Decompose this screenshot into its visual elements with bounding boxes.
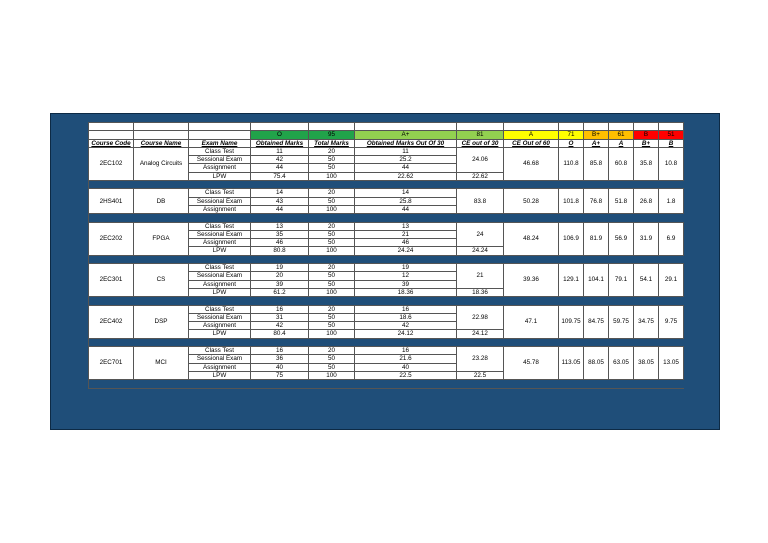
exam-row <box>89 305 684 313</box>
column-header: Obtained Marks <box>251 139 309 147</box>
total-marks: 50 <box>309 280 355 288</box>
obtained-marks: 61.2 <box>251 288 309 296</box>
lpw-out-of-30: 24.24 <box>457 247 504 255</box>
lpw-out-of-30: 18.36 <box>457 288 504 296</box>
needed-marks: 104.1 <box>584 264 609 297</box>
blank-cell <box>134 123 189 131</box>
blank-cell <box>504 123 559 131</box>
obtained-marks: 35 <box>251 230 309 238</box>
needed-marks: 84.75 <box>584 305 609 338</box>
total-marks: 50 <box>309 363 355 371</box>
column-header: CE Out of 60 <box>504 139 559 147</box>
blank-cell <box>89 123 134 131</box>
needed-marks: 31.9 <box>634 222 659 255</box>
total-marks: 50 <box>309 272 355 280</box>
lpw-out-of-30: 22.5 <box>457 371 504 379</box>
obtained-marks: 75.4 <box>251 172 309 180</box>
exam-name: LPW <box>189 371 251 379</box>
marks-out-of-30: 39 <box>355 280 457 288</box>
marks-out-of-30: 22.62 <box>355 172 457 180</box>
total-marks: 20 <box>309 347 355 355</box>
separator-cell <box>89 255 684 263</box>
marks-out-of-30: 13 <box>355 222 457 230</box>
marks-out-of-30: 25.2 <box>355 156 457 164</box>
exam-name: Sessional Exam <box>189 197 251 205</box>
column-header: Course Code <box>89 139 134 147</box>
separator-row <box>89 297 684 305</box>
course-name: MCI <box>134 347 189 380</box>
column-header: A+ <box>584 139 609 147</box>
course-code: 2EC202 <box>89 222 134 255</box>
total-marks: 50 <box>309 156 355 164</box>
separator-cell <box>89 380 684 388</box>
obtained-marks: 80.8 <box>251 247 309 255</box>
column-header: CE out of 30 <box>457 139 504 147</box>
marks-out-of-30: 44 <box>355 164 457 172</box>
grade-threshold-cell: A <box>504 131 559 139</box>
obtained-marks: 16 <box>251 305 309 313</box>
needed-marks: 110.8 <box>559 147 584 180</box>
marks-out-of-30: 24.24 <box>355 247 457 255</box>
marks-out-of-30: 21 <box>355 230 457 238</box>
exam-name: Class Test <box>189 222 251 230</box>
exam-name: Assignment <box>189 205 251 213</box>
needed-marks: 13.05 <box>659 347 684 380</box>
blank-cell <box>89 131 134 139</box>
total-marks: 100 <box>309 247 355 255</box>
needed-marks: 10.8 <box>659 147 684 180</box>
obtained-marks: 43 <box>251 197 309 205</box>
exam-row <box>89 147 684 155</box>
total-marks: 20 <box>309 264 355 272</box>
obtained-marks: 16 <box>251 347 309 355</box>
obtained-marks: 36 <box>251 355 309 363</box>
needed-marks: 54.1 <box>634 264 659 297</box>
grade-threshold-cell: O <box>251 131 309 139</box>
needed-marks: 26.8 <box>634 189 659 214</box>
marks-out-of-30: 16 <box>355 347 457 355</box>
marks-out-of-30: 16 <box>355 305 457 313</box>
exam-name: Class Test <box>189 347 251 355</box>
blank-cell <box>189 131 251 139</box>
obtained-marks: 11 <box>251 147 309 155</box>
obtained-marks: 44 <box>251 205 309 213</box>
ce-out-of-30: 24 <box>457 222 504 247</box>
separator-row <box>89 214 684 222</box>
exam-row <box>89 222 684 230</box>
total-marks: 100 <box>309 330 355 338</box>
needed-marks: 85.8 <box>584 147 609 180</box>
needed-marks: 88.05 <box>584 347 609 380</box>
blank-cell <box>355 123 457 131</box>
total-marks: 100 <box>309 371 355 379</box>
blank-cell <box>309 123 355 131</box>
ce-out-of-30: 21 <box>457 264 504 289</box>
obtained-marks: 39 <box>251 280 309 288</box>
needed-marks: 38.05 <box>634 347 659 380</box>
obtained-marks: 42 <box>251 322 309 330</box>
exam-row <box>89 264 684 272</box>
grade-threshold-cell: 81 <box>457 131 504 139</box>
exam-name: Class Test <box>189 189 251 197</box>
ce-out-of-30: 22.98 <box>457 305 504 330</box>
course-code: 2EC701 <box>89 347 134 380</box>
exam-name: Sessional Exam <box>189 313 251 321</box>
ce-out-of-60: 45.78 <box>504 347 559 380</box>
lpw-out-of-30: 24.12 <box>457 330 504 338</box>
blank-cell <box>634 123 659 131</box>
marks-out-of-30: 14 <box>355 189 457 197</box>
marks-out-of-30: 12 <box>355 272 457 280</box>
marks-out-of-30: 18.6 <box>355 313 457 321</box>
column-header: B <box>659 139 684 147</box>
total-marks: 100 <box>309 205 355 213</box>
exam-name: LPW <box>189 288 251 296</box>
exam-name: Class Test <box>189 264 251 272</box>
course-name: Analog Circuits <box>134 147 189 180</box>
needed-marks: 59.75 <box>609 305 634 338</box>
total-marks: 50 <box>309 197 355 205</box>
column-header-row <box>89 139 684 147</box>
obtained-marks: 75 <box>251 371 309 379</box>
obtained-marks: 14 <box>251 189 309 197</box>
exam-name: Assignment <box>189 322 251 330</box>
grade-threshold-cell: 51 <box>659 131 684 139</box>
course-name: DSP <box>134 305 189 338</box>
lpw-out-of-30: 22.62 <box>457 172 504 180</box>
separator-cell <box>89 214 684 222</box>
separator-cell <box>89 297 684 305</box>
grade-threshold-cell: 61 <box>609 131 634 139</box>
blank-row <box>89 123 684 131</box>
obtained-marks: 40 <box>251 363 309 371</box>
column-header: Obtained Marks Out Of 30 <box>355 139 457 147</box>
obtained-marks: 13 <box>251 222 309 230</box>
column-header: Total Marks <box>309 139 355 147</box>
needed-marks: 6.9 <box>659 222 684 255</box>
exam-name: Sessional Exam <box>189 230 251 238</box>
course-name: CS <box>134 264 189 297</box>
separator-cell <box>89 338 684 346</box>
grade-threshold-cell: B+ <box>584 131 609 139</box>
total-marks: 50 <box>309 322 355 330</box>
grade-threshold-cell: 71 <box>559 131 584 139</box>
total-marks: 20 <box>309 147 355 155</box>
grade-header-row <box>89 131 684 139</box>
course-code: 2EC102 <box>89 147 134 180</box>
marks-out-of-30: 42 <box>355 322 457 330</box>
exam-name: Assignment <box>189 164 251 172</box>
separator-cell <box>89 181 684 189</box>
needed-marks: 101.8 <box>559 189 584 214</box>
ce-out-of-60: 46.68 <box>504 147 559 180</box>
column-header: Exam Name <box>189 139 251 147</box>
total-marks: 100 <box>309 172 355 180</box>
exam-row <box>89 347 684 355</box>
marks-out-of-30: 25.8 <box>355 197 457 205</box>
exam-name: Sessional Exam <box>189 272 251 280</box>
blank-cell <box>457 123 504 131</box>
blank-cell <box>609 123 634 131</box>
needed-marks: 79.1 <box>609 264 634 297</box>
obtained-marks: 31 <box>251 313 309 321</box>
ce-out-of-30: 83.8 <box>457 189 504 214</box>
exam-name: Sessional Exam <box>189 355 251 363</box>
column-header: B+ <box>634 139 659 147</box>
needed-marks: 35.8 <box>634 147 659 180</box>
exam-row <box>89 189 684 197</box>
total-marks: 50 <box>309 313 355 321</box>
marks-out-of-30: 22.5 <box>355 371 457 379</box>
column-header: Course Name <box>134 139 189 147</box>
exam-name: LPW <box>189 247 251 255</box>
needed-marks: 106.9 <box>559 222 584 255</box>
grade-threshold-cell: A+ <box>355 131 457 139</box>
marks-out-of-30: 40 <box>355 363 457 371</box>
exam-name: Class Test <box>189 147 251 155</box>
needed-marks: 60.8 <box>609 147 634 180</box>
total-marks: 50 <box>309 355 355 363</box>
obtained-marks: 46 <box>251 239 309 247</box>
column-header: A <box>609 139 634 147</box>
ce-out-of-60: 47.1 <box>504 305 559 338</box>
exam-name: Assignment <box>189 280 251 288</box>
needed-marks: 81.9 <box>584 222 609 255</box>
total-marks: 50 <box>309 239 355 247</box>
separator-row <box>89 181 684 189</box>
ce-out-of-60: 39.36 <box>504 264 559 297</box>
needed-marks: 34.75 <box>634 305 659 338</box>
marks-out-of-30: 21.6 <box>355 355 457 363</box>
needed-marks: 51.8 <box>609 189 634 214</box>
course-code: 2EC402 <box>89 305 134 338</box>
total-marks: 20 <box>309 305 355 313</box>
total-marks: 20 <box>309 222 355 230</box>
marks-table <box>88 122 684 389</box>
blank-cell <box>659 123 684 131</box>
course-code: 2EC301 <box>89 264 134 297</box>
obtained-marks: 44 <box>251 164 309 172</box>
exam-name: Assignment <box>189 239 251 247</box>
grade-threshold-cell: 95 <box>309 131 355 139</box>
blank-cell <box>559 123 584 131</box>
ce-out-of-30: 23.28 <box>457 347 504 372</box>
needed-marks: 76.8 <box>584 189 609 214</box>
needed-marks: 9.75 <box>659 305 684 338</box>
marks-out-of-30: 18.36 <box>355 288 457 296</box>
obtained-marks: 19 <box>251 264 309 272</box>
course-code: 2HS401 <box>89 189 134 214</box>
obtained-marks: 80.4 <box>251 330 309 338</box>
course-name: DB <box>134 189 189 214</box>
course-name: FPGA <box>134 222 189 255</box>
marks-out-of-30: 19 <box>355 264 457 272</box>
exam-name: Sessional Exam <box>189 156 251 164</box>
exam-name: Assignment <box>189 363 251 371</box>
ce-out-of-30: 24.06 <box>457 147 504 172</box>
separator-row <box>89 255 684 263</box>
needed-marks: 109.75 <box>559 305 584 338</box>
needed-marks: 1.8 <box>659 189 684 214</box>
separator-row <box>89 338 684 346</box>
exam-name: Class Test <box>189 305 251 313</box>
total-marks: 50 <box>309 164 355 172</box>
ce-out-of-60: 50.28 <box>504 189 559 214</box>
total-marks: 50 <box>309 230 355 238</box>
marks-out-of-30: 46 <box>355 239 457 247</box>
marks-out-of-30: 11 <box>355 147 457 155</box>
column-header: O <box>559 139 584 147</box>
marks-out-of-30: 44 <box>355 205 457 213</box>
needed-marks: 29.1 <box>659 264 684 297</box>
marks-out-of-30: 24.12 <box>355 330 457 338</box>
blank-cell <box>584 123 609 131</box>
needed-marks: 56.9 <box>609 222 634 255</box>
separator-row <box>89 380 684 388</box>
grade-threshold-cell: B <box>634 131 659 139</box>
blank-cell <box>134 131 189 139</box>
blank-cell <box>251 123 309 131</box>
ce-out-of-60: 48.24 <box>504 222 559 255</box>
total-marks: 20 <box>309 189 355 197</box>
exam-name: LPW <box>189 172 251 180</box>
obtained-marks: 20 <box>251 272 309 280</box>
needed-marks: 113.05 <box>559 347 584 380</box>
exam-name: LPW <box>189 330 251 338</box>
needed-marks: 129.1 <box>559 264 584 297</box>
obtained-marks: 42 <box>251 156 309 164</box>
total-marks: 100 <box>309 288 355 296</box>
blank-cell <box>189 123 251 131</box>
needed-marks: 63.05 <box>609 347 634 380</box>
